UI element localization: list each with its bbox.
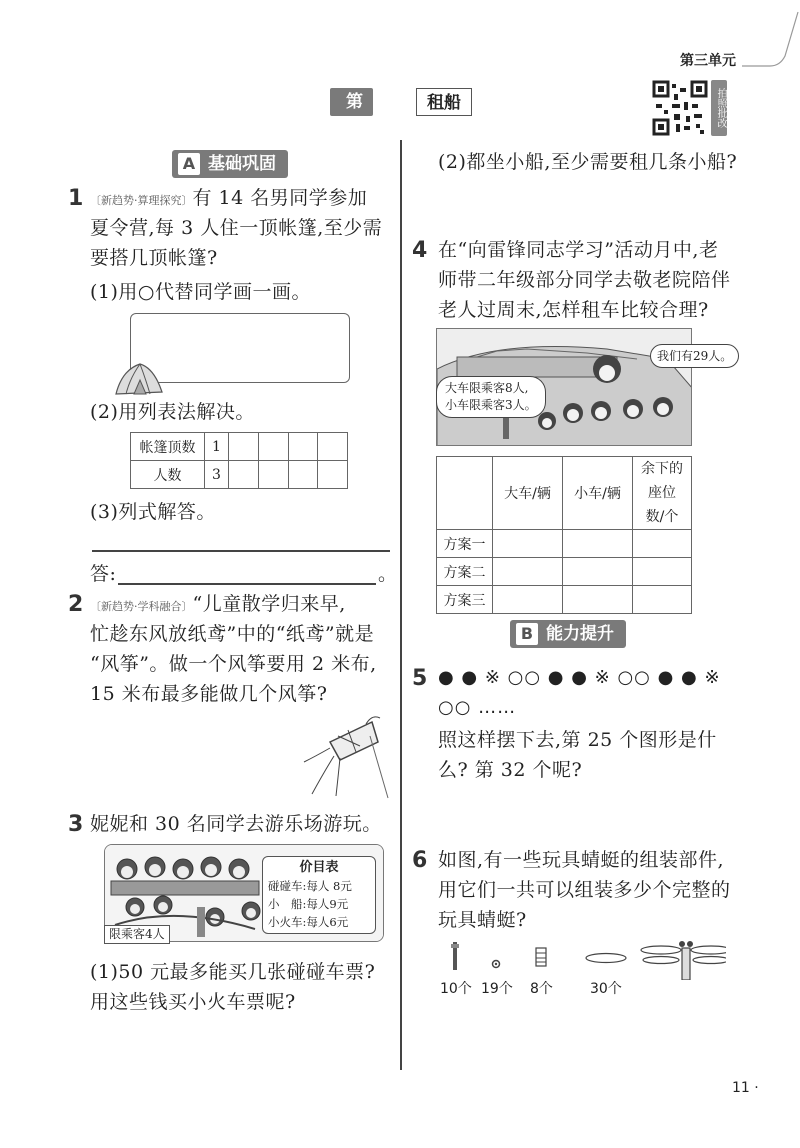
question-1-line-2: 夏令营,每 3 人住一顶帐篷,至少需 bbox=[90, 217, 383, 239]
question-1-number: 1 bbox=[68, 186, 84, 211]
question-4-line-2: 师带二年级部分同学去敬老院陪伴 bbox=[438, 269, 731, 291]
question-5-number: 5 bbox=[412, 666, 428, 691]
section-a-letter: A bbox=[178, 153, 200, 175]
column-divider bbox=[400, 140, 402, 1070]
question-6-number: 6 bbox=[412, 848, 428, 873]
part-count: 30个 bbox=[590, 981, 622, 997]
qr-code-icon bbox=[652, 80, 708, 136]
price-list bbox=[262, 856, 376, 934]
speech-bubble-teacher: 我们有29人。 bbox=[650, 344, 739, 368]
question-3-number: 3 bbox=[68, 812, 84, 837]
answer-label: 答: bbox=[90, 563, 117, 585]
question-5-line-2: 么? 第 32 个呢? bbox=[438, 759, 583, 781]
question-6-line-1: 如图,有一些玩具蜻蜓的组装部件, bbox=[438, 849, 725, 871]
question-4-line-1: 在“向雷锋同志学习”活动月中,老 bbox=[438, 239, 719, 261]
passenger-limit-label: 限乘客4人 bbox=[104, 925, 170, 944]
dragonfly-parts-icon bbox=[436, 940, 726, 980]
question-3-sub-2: (2)都坐小船,至少需要租几条小船? bbox=[438, 151, 738, 173]
part-count: 19个 bbox=[481, 981, 513, 997]
unit-label: 第三单元 bbox=[680, 53, 736, 69]
question-6-line-2: 用它们一共可以组装多少个完整的 bbox=[438, 879, 731, 901]
question-4-line-3: 老人过周末,怎样租车比较合理? bbox=[438, 299, 709, 321]
part-count: 8个 bbox=[530, 981, 553, 997]
qr-side-label: 拍照批改 bbox=[711, 80, 727, 136]
question-2-line-1: 〔新趋势·学科融合〕“儿童散学归来早, bbox=[90, 593, 346, 615]
question-3-sub-1-line-2: 用这些钱买小火车票呢? bbox=[90, 991, 296, 1013]
price-item: 小 船:每人9元 bbox=[268, 897, 349, 911]
price-item: 碰碰车:每人 8元 bbox=[268, 879, 352, 893]
page-number: 11 · bbox=[732, 1080, 759, 1096]
question-1-line-1: 〔新趋势·算理探究〕有 14 名男同学参加 bbox=[90, 187, 368, 209]
question-3-sub-1-line-1: (1)50 元最多能买几张碰碰车票? bbox=[90, 961, 376, 983]
price-list-title: 价目表 bbox=[299, 860, 339, 875]
pattern-line-2: ○○ …… bbox=[438, 697, 517, 718]
answer-work-line[interactable] bbox=[92, 550, 390, 552]
price-item: 小火车:每人6元 bbox=[268, 915, 349, 929]
pattern-line-1: ● ● ※ ○○ ● ● ※ ○○ ● ● ※ bbox=[438, 667, 721, 688]
question-3-text: 妮妮和 30 名同学去游乐场游玩。 bbox=[90, 813, 382, 835]
section-a-badge: A 基础巩固 bbox=[172, 150, 288, 178]
answer-line[interactable] bbox=[118, 583, 376, 585]
question-4-number: 4 bbox=[412, 238, 428, 263]
speech-bubble-info: 大车限乘客8人, 小车限乘客3人。 bbox=[436, 376, 546, 418]
section-title: 租船 bbox=[416, 88, 472, 116]
question-1-sub-1: (1)用○代替同学画一画。 bbox=[90, 281, 311, 303]
corner-decoration bbox=[740, 8, 800, 68]
kite-icon bbox=[300, 712, 390, 802]
question-6-line-3: 玩具蜻蜓? bbox=[438, 909, 527, 931]
tent-table: 帐篷顶数 1 人数 3 bbox=[130, 432, 348, 489]
question-2-line-4: 15 米布最多能做几个风筝? bbox=[90, 683, 328, 705]
answer-end: 。 bbox=[378, 563, 398, 585]
question-1-sub-2: (2)用列表法解决。 bbox=[90, 401, 255, 423]
question-5-line-1: 照这样摆下去,第 25 个图形是什 bbox=[438, 729, 717, 751]
section-b-badge: B 能力提升 bbox=[510, 620, 626, 648]
part-count: 10个 bbox=[440, 981, 472, 997]
question-1-sub-3: (3)列式解答。 bbox=[90, 501, 216, 523]
question-2-line-2: 忙趁东风放纸鸢”中的“纸鸢”就是 bbox=[90, 623, 375, 645]
rental-plan-table: 大车/辆 小车/辆 余下的座位数/个 方案一 方案二 方案三 bbox=[436, 456, 692, 614]
tent-icon bbox=[112, 358, 166, 398]
question-1-line-3: 要搭几顶帐篷? bbox=[90, 247, 218, 269]
section-b-letter: B bbox=[516, 623, 538, 645]
question-2-line-3: “风筝”。做一个风筝要用 2 米布, bbox=[90, 653, 377, 675]
section-badge: 第4节 bbox=[330, 88, 373, 116]
question-2-number: 2 bbox=[68, 592, 84, 617]
